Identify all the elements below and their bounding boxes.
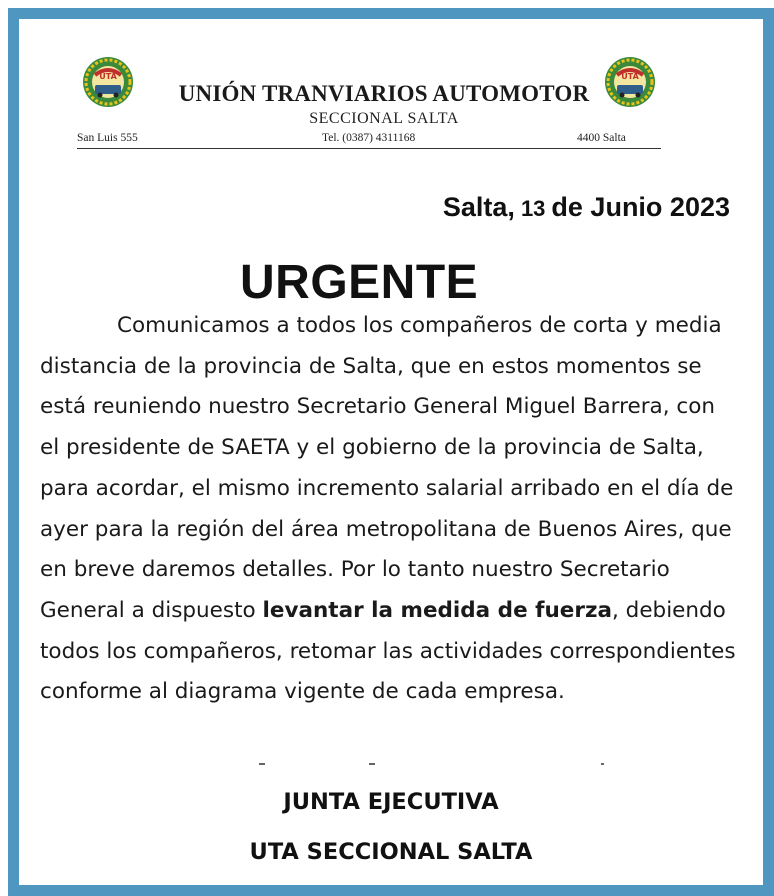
date-day: 13	[520, 196, 546, 221]
union-title: UNIÓN TRANVIARIOS AUTOMOTOR	[178, 81, 590, 106]
phone-text: Tel. (0387) 4311168	[322, 132, 416, 144]
date-prefix: Salta,	[442, 192, 515, 222]
document-frame	[8, 8, 774, 896]
body-text-bold: levantar la medida de fuerza	[262, 597, 613, 623]
logo-text-left: UTA	[99, 72, 117, 81]
urgent-heading: URGENTE	[240, 256, 479, 309]
speck	[259, 763, 265, 765]
address-text: San Luis 555	[77, 132, 138, 144]
scan-specks	[249, 763, 649, 769]
letterhead	[19, 19, 763, 149]
header-divider	[77, 148, 661, 149]
body-text-part1: Comunicamos a todos los compañeros de corta y media distancia de la provincia de Salta, que en estos momentos se está reuniendo nuestro Secretario General Miguel Barrera, con el presidente de SAETA y el gobierno de la provincia de Salta, para acordar, el mismo incremento salarial arribado en el día de ayer para la región del área metropolitana de Buenos Aires, que en breve daremos detalles. Por lo tanto nuestro Secretario General a dispuesto	[40, 313, 734, 623]
logo-text-right: UTA	[621, 72, 639, 81]
signature-line-2: UTA SECCIONAL SALTA	[249, 839, 533, 865]
date-line	[443, 192, 730, 223]
announcement-body	[40, 306, 740, 713]
speck	[369, 763, 375, 765]
uta-logo-right	[603, 55, 657, 109]
signature-line-1: JUNTA EJECUTIVA	[283, 789, 499, 815]
uta-logo-left	[81, 55, 135, 109]
body-text-part2: , debiendo todos los compañeros, retomar las actividades correspondientes conforme al diagrama vigente de cada empresa.	[40, 597, 736, 705]
speck	[601, 763, 604, 765]
postal-text: 4400 Salta	[577, 132, 626, 144]
date-suffix: de Junio 2023	[551, 192, 730, 222]
seccional-subtitle: SECCIONAL SALTA	[309, 110, 459, 127]
